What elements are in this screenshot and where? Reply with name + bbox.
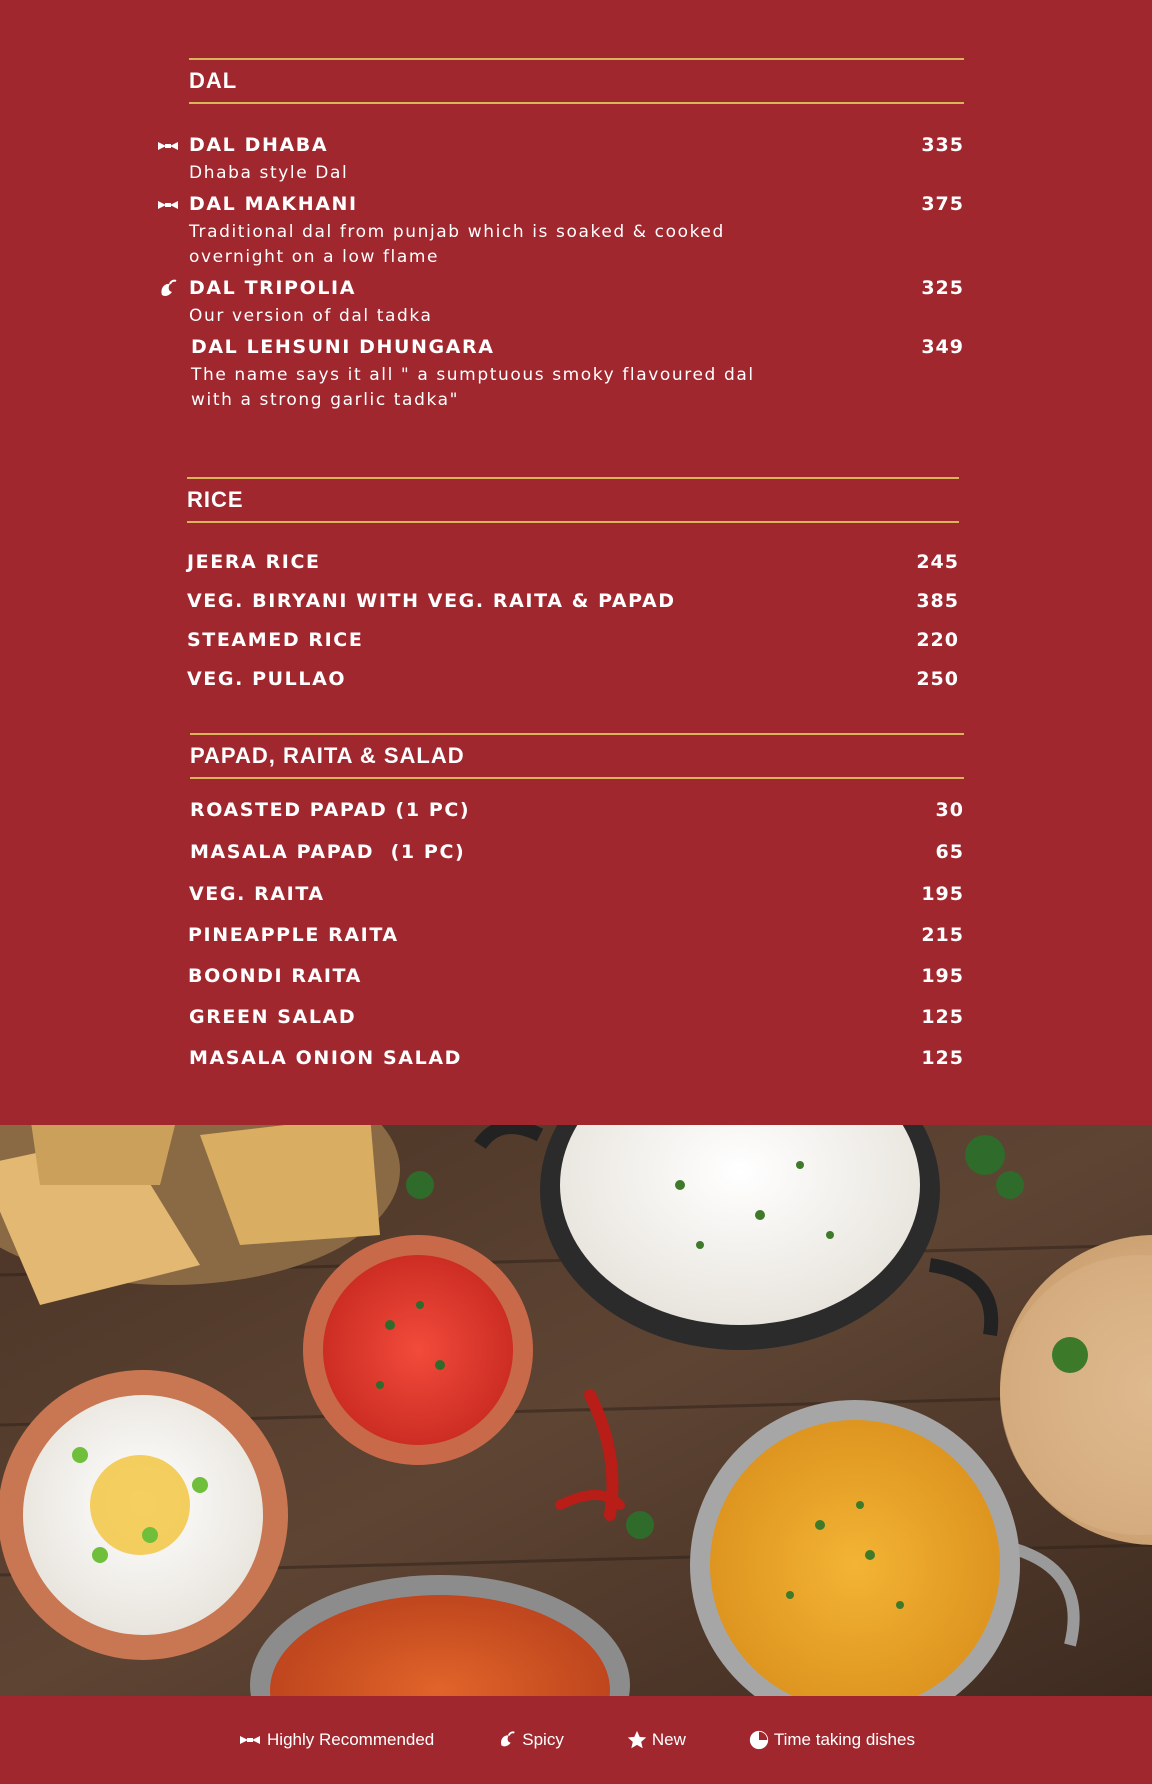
icon-legend	[0, 1696, 1152, 1784]
item-name: STEAMED RICE	[187, 629, 364, 651]
item-price: 195	[921, 883, 964, 905]
item-price: 335	[921, 134, 964, 156]
menu-item	[187, 629, 959, 668]
chili-icon	[496, 1730, 518, 1750]
section-heading: DAL	[189, 68, 238, 93]
item-name: BOONDI RAITA	[188, 965, 362, 987]
rice-section	[187, 477, 959, 707]
item-name: MASALA ONION SALAD	[189, 1047, 462, 1069]
legend-time-taking	[748, 1729, 915, 1751]
menu-item	[189, 1006, 964, 1047]
legend-label: Time taking dishes	[773, 1730, 915, 1749]
menu-item	[188, 965, 964, 1006]
item-description: The name says it all " a sumptuous smoky flavoured dal with a strong garlic tadka"	[191, 365, 755, 410]
item-name: DAL LEHSUNI DHUNGARA	[191, 336, 495, 358]
clock-icon	[748, 1729, 770, 1751]
item-name: VEG. RAITA	[189, 883, 325, 905]
menu-item	[189, 134, 964, 186]
menu-item	[188, 924, 964, 965]
menu-item	[189, 883, 964, 924]
dal-section	[189, 58, 964, 413]
star-icon	[626, 1729, 648, 1751]
item-price: 195	[921, 965, 964, 987]
item-name: DAL MAKHANI	[189, 193, 358, 215]
item-price: 220	[916, 629, 959, 651]
item-name: ROASTED PAPAD (1 PC)	[190, 799, 471, 821]
item-name: DAL TRIPOLIA	[189, 277, 357, 299]
item-price: 125	[921, 1006, 964, 1028]
item-price: 245	[916, 551, 959, 573]
item-price: 375	[921, 193, 964, 215]
legend-label: Spicy	[522, 1730, 564, 1749]
legend-recommended	[237, 1730, 434, 1750]
item-description: Dhaba style Dal	[189, 163, 349, 183]
item-name: VEG. PULLAO	[187, 668, 347, 690]
bow-tie-icon	[237, 1732, 263, 1748]
item-name: VEG. BIRYANI WITH VEG. RAITA & PAPAD	[187, 590, 676, 612]
bow-tie-icon	[156, 138, 180, 154]
menu-item	[189, 1047, 964, 1088]
item-price: 215	[921, 924, 964, 946]
bow-tie-icon	[156, 197, 180, 213]
section-rule	[190, 777, 964, 779]
legend-spicy	[496, 1730, 564, 1750]
item-price: 250	[916, 668, 959, 690]
item-price: 349	[921, 336, 964, 358]
food-photo	[0, 1125, 1152, 1696]
menu-item	[187, 551, 959, 590]
tomato-bowl	[303, 1235, 533, 1465]
papad-raita-salad-section	[190, 733, 964, 1088]
item-name: DAL DHABA	[189, 134, 329, 156]
turmeric-rice-bowl	[0, 1370, 288, 1660]
item-description: Traditional dal from punjab which is soaked & cooked overnight on a low flame	[189, 222, 725, 267]
item-name: PINEAPPLE RAITA	[188, 924, 399, 946]
menu-item	[190, 799, 964, 841]
item-price: 385	[916, 590, 959, 612]
menu-item	[190, 841, 964, 883]
section-heading: RICE	[187, 487, 244, 512]
legend-new	[626, 1729, 686, 1751]
menu-item	[187, 590, 959, 629]
item-name: MASALA PAPAD (1 PC)	[190, 841, 466, 863]
menu-item	[189, 277, 964, 329]
legend-label: Highly Recommended	[267, 1730, 435, 1749]
item-description: Our version of dal tadka	[189, 306, 433, 326]
food-photo-illustration	[0, 1125, 1152, 1696]
item-price: 65	[935, 841, 964, 863]
section-heading: PAPAD, RAITA & SALAD	[190, 743, 465, 768]
section-rule	[189, 102, 964, 104]
chili-icon	[156, 279, 180, 299]
legend-label: New	[651, 1730, 686, 1749]
item-price: 125	[921, 1047, 964, 1069]
menu-item	[191, 336, 964, 413]
menu-item	[187, 668, 959, 707]
item-name: JEERA RICE	[187, 551, 321, 573]
section-rule	[187, 521, 959, 523]
item-name: GREEN SALAD	[189, 1006, 357, 1028]
menu-item	[189, 193, 964, 270]
item-price: 325	[921, 277, 964, 299]
item-price: 30	[935, 799, 964, 821]
